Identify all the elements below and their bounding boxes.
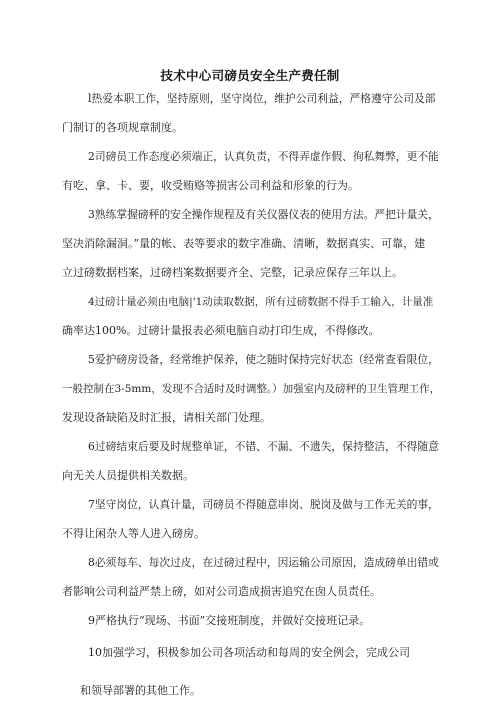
paragraph-line: l热爱本职工作，坚持原则，坚守岗位，维护公司利益，严格遵守公司及部 [88, 92, 436, 105]
paragraph-line: 确率达100%。过磅计量报表必须电脑自动打印生成，不得修改。 [62, 324, 380, 337]
paragraph-line: 9严格执行“现场、书面”交接班制度，并做好交接班记录。 [88, 614, 371, 627]
paragraph-line: 发现设备缺陷及时汇报，请相关部门处理。 [62, 411, 271, 424]
paragraph-line: 坚决消除漏洞。”量的帐、表等要求的数字准确、清晰，数据真实、可靠，建 [62, 237, 426, 250]
paragraph-line: 2司磅员工作态度必须端正，认真负责，不得弄虚作假、徇私舞弊，更不能 [88, 150, 439, 163]
paragraph-line: 一般控制在3-5mm，发现不合适时及时调整。）加强室内及磅秤的卫生管理工作， [62, 383, 441, 395]
paragraph-line: 3熟练掌握磅秤的安全操作规程及有关仪器仪表的使用方法。严把计量关， [88, 208, 439, 221]
paragraph-line: 不得让闲杂人等人进入磅房。 [62, 527, 205, 540]
paragraph-line: 7坚守岗位，认真计量，司磅员不得随意串岗、脱岗及做与工作无关的事， [88, 498, 439, 511]
paragraph-line: 8必须每车、每次过皮，在过磅过程中，因运输公司原因，造成磅单出错或 [88, 556, 439, 569]
paragraph-line: 4过磅计量必须由电脑|'1动读取数据，所有过磅数据不得手工输入，计量准 [88, 296, 434, 308]
paragraph-line: 立过磅数据档案，过磅档案数据要齐全、完整，记录应保存三年以上。 [62, 266, 403, 279]
paragraph-line: 门制订的各项规章制度。 [62, 121, 183, 134]
paragraph-line: 和领导部署的其他工作。 [80, 684, 201, 697]
paragraph-line: 有吃、拿、卡、要，收受贿赂等损害公司利益和形象的行为。 [62, 179, 359, 192]
paragraph-line: 者影响公司利益严禁上磅，如对公司造成损害追究在囱人员责任。 [62, 585, 381, 598]
paragraph-line: 10加强学习，积极参加公司各项活动和每周的安全例会，完成公司 [88, 646, 410, 659]
paragraph-line: 5爱护磅房设备，经常维护保养，使之随时保持完好状态（经常查看限位， [88, 353, 439, 366]
paragraph-line: 向无关人员提供相关数据。 [62, 469, 194, 482]
paragraph-line: 6过磅结束后要及时规整单证，不错、不漏、不遗失，保持整洁，不得随意 [88, 440, 439, 453]
document-title: 技术中心司磅员安全生产费任制 [160, 68, 340, 83]
